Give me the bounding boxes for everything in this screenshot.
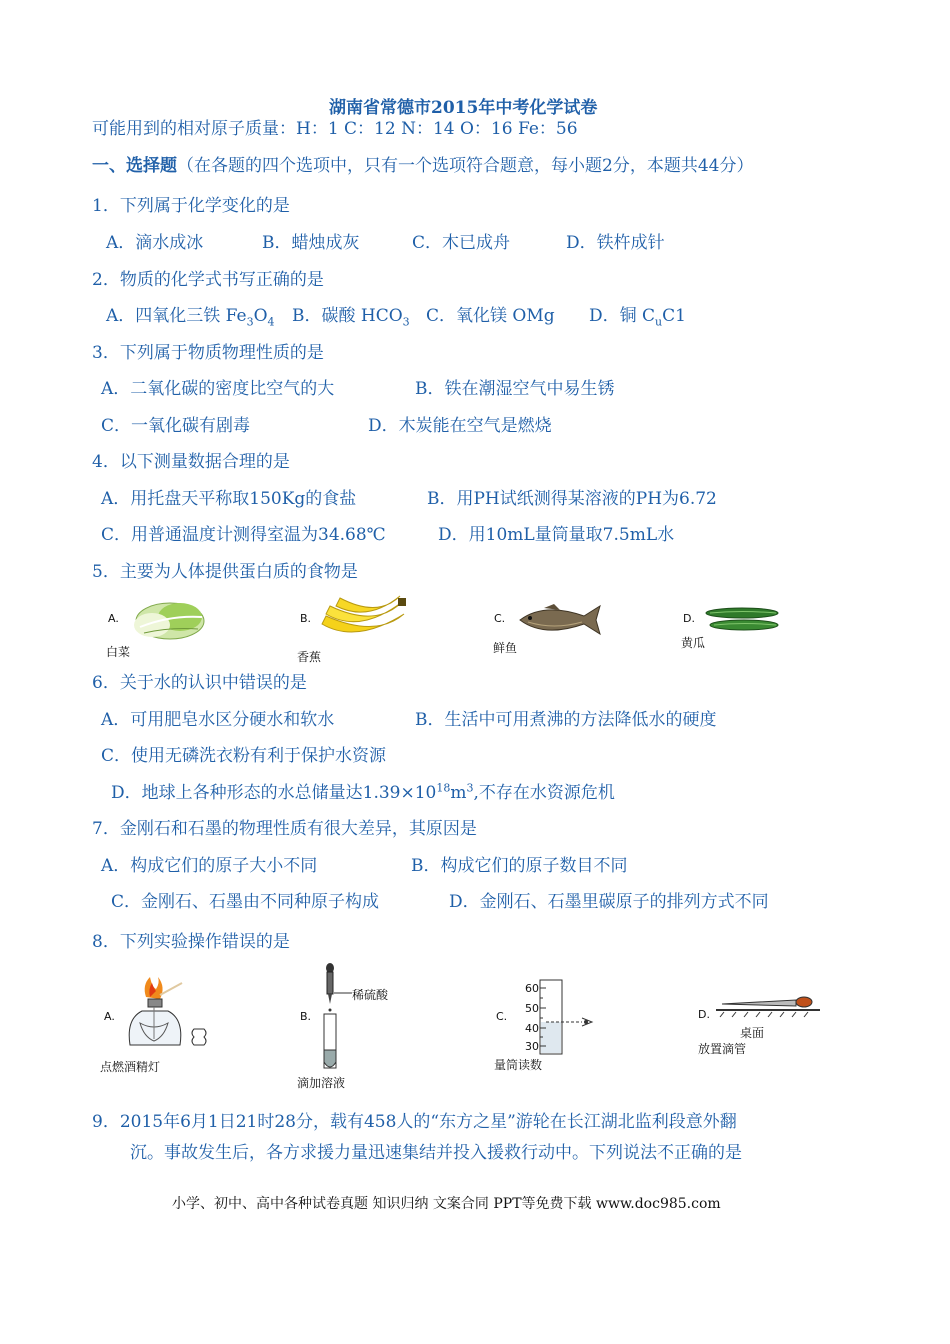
footer-text: 小学、初中、高中各种试卷真题 知识归纳 文案合同 PPT等免费下载 www.doc985.com [172,1196,721,1212]
q2-option-b [292,301,410,328]
q8-d-label: 放置滴管 [698,1042,747,1056]
q8-c-tick-30: 30 [525,1040,539,1053]
q5-b-label: 香蕉 [297,650,322,664]
q8-a-letter: A. [104,1010,115,1023]
q1-stem: 1．下列属于化学变化的是 [92,196,290,216]
atomic-masses: 可能用到的相对原子质量：H：1 C：12 N：14 O：16 Fe：56 [92,119,578,139]
fish-icon [514,602,604,638]
q2-d-end: C1 [662,306,686,326]
q6-d-post: ,不存在水资源危机 [473,783,615,803]
q8-c-tick-40: 40 [525,1022,539,1035]
q6-d-pre: D．地球上各种形态的水总储量达1.39×10 [111,783,437,803]
q3-option-a: A．二氧化碳的密度比空气的大 [101,379,335,399]
q6-stem: 6．关于水的认识中错误的是 [92,673,307,693]
q8-c-letter: C. [496,1010,508,1023]
q2-b-sub: 3 [402,315,410,329]
q5-a-letter: A. [108,612,119,625]
q6-d-sup1: 18 [436,781,451,795]
q5-c-letter: C. [494,612,506,625]
q7-option-b: B．构成它们的原子数目不同 [411,856,628,876]
cabbage-icon [130,597,208,643]
q8-b-letter: B. [300,1010,312,1023]
q9-line2: 沉。事故发生后，各方求援力量迅速集结并投入援救行动中。下列说法不正确的是 [130,1143,742,1163]
q8-c-label: 量筒读数 [494,1058,543,1072]
q4-option-c: C．用普通温度计测得室温为34.68℃ [101,525,386,545]
q5-d-label: 黄瓜 [681,636,706,650]
q8-b-label: 滴加溶液 [297,1076,346,1090]
q6-option-a: A．可用肥皂水区分硬水和软水 [101,710,335,730]
q8-d-letter: D. [698,1008,710,1021]
q8-a-label: 点燃酒精灯 [100,1060,161,1074]
q1-option-d: D．铁杵成针 [566,233,665,253]
reagent-pointer-icon [334,988,354,998]
q2-d-text: D．铜 C [589,306,656,326]
q3-option-c: C．一氧化碳有剧毒 [101,416,251,436]
q2-a-sub2: 4 [267,315,275,329]
q4-option-a: A．用托盘天平称取150Kg的食盐 [101,489,357,509]
q7-option-d: D．金刚石、石墨里碳原子的排列方式不同 [449,892,769,912]
q9-line1: 9．2015年6月1日21时28分，载有458人的“东方之星”游轮在长江湖北监利段意外翻 [92,1112,737,1132]
q2-a-mid: O [253,306,268,326]
section-title: 一、选择题 [92,156,177,176]
q2-option-c: C．氧化镁 OMg [426,306,555,326]
q6-option-c: C．使用无磷洗衣粉有利于保护水资源 [101,746,387,766]
q1-option-c: C．木已成舟 [412,233,511,253]
q2-option-a [106,301,275,328]
q3-option-d: D．木炭能在空气是燃烧 [368,416,552,436]
q6-d-mid: m [450,783,467,803]
alcohol-lamp-icon [120,975,216,1059]
q2-d-sub: u [655,315,663,329]
section-heading [92,155,753,177]
q2-option-d [589,301,686,328]
q1-option-a: A．滴水成冰 [106,233,204,253]
q6-d-sup2: 3 [466,781,474,795]
q4-option-d: D．用10mL量筒量取7.5mL水 [438,525,675,545]
q5-c-label: 鲜鱼 [493,641,518,655]
q4-stem: 4．以下测量数据合理的是 [92,452,290,472]
q6-option-d [111,778,615,803]
q2-stem: 2．物质的化学式书写正确的是 [92,270,324,290]
q8-c-tick-60: 60 [525,982,539,995]
q7-option-c: C．金刚石、石墨由不同种原子构成 [111,892,380,912]
cucumber-icon [702,604,782,634]
q8-stem: 8．下列实验操作错误的是 [92,932,290,952]
q5-b-letter: B. [300,612,312,625]
q3-stem: 3．下列属于物质物理性质的是 [92,343,324,363]
page-title: 湖南省常德市2015年中考化学试卷 [329,98,598,118]
q1-option-b: B．蜡烛成灰 [262,233,360,253]
q6-option-b: B．生活中可用煮沸的方法降低水的硬度 [415,710,717,730]
q7-option-a: A．构成它们的原子大小不同 [101,856,318,876]
q8-d-desk: 桌面 [740,1026,765,1040]
q7-stem: 7．金刚石和石墨的物理性质有很大差异，其原因是 [92,819,477,839]
section-note: （在各题的四个选项中，只有一个选项符合题意，每小题2分，本题共44分） [177,156,754,176]
q4-option-b: B．用PH试纸测得某溶液的PH为6.72 [427,489,717,509]
q2-a-text: A．四氧化三铁 Fe [106,306,247,326]
q8-c-tick-50: 50 [525,1002,539,1015]
q3-option-b: B．铁在潮湿空气中易生锈 [415,379,615,399]
q5-stem: 5．主要为人体提供蛋白质的食物是 [92,562,358,582]
q5-d-letter: D. [683,612,695,625]
dropper-on-desk-icon [716,990,820,1020]
banana-icon [316,594,410,646]
q2-b-text: B．碳酸 HCO [292,306,403,326]
q2-a-sub1: 3 [246,315,254,329]
q8-b-reagent: 稀硫酸 [352,988,389,1002]
dropper-test-tube-icon [318,962,348,1074]
q5-a-label: 白菜 [106,645,131,659]
